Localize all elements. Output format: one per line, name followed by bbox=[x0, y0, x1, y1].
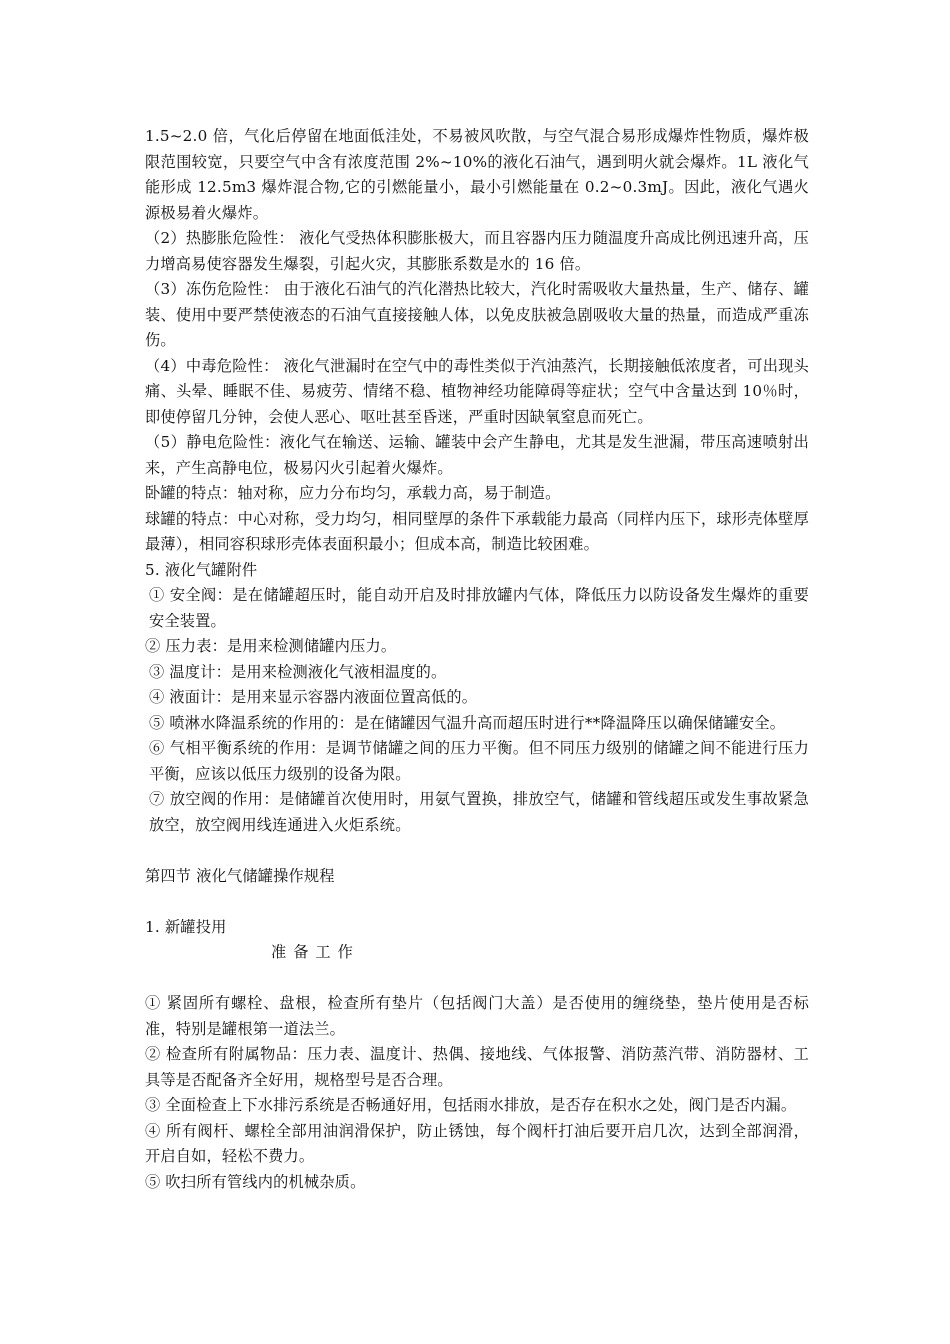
list-item-pressure-gauge: ② 压力表：是用来检测储罐内压力。 bbox=[145, 637, 397, 655]
section-title: 第四节 液化气储罐操作规程 bbox=[145, 866, 335, 885]
spacer bbox=[145, 838, 809, 864]
paragraph-poisoning: （4）中毒危险性： 液化气泄漏时在空气中的毒性类似于汽油蒸汽，长期接触低浓度者，可出现头痛、头晕、睡眠不佳、易疲劳、情绪不稳、植物神经功能障碍等症状；空气中含量达到 10％时，即使停留几分钟，会使人恶心、呕吐甚至昏迷，严重时因缺氧窒息而死亡。 bbox=[145, 356, 809, 426]
preparation-label: 准备工作 bbox=[271, 943, 360, 961]
heading-tank-accessories: 5. 液化气罐附件 bbox=[145, 560, 258, 579]
list-item-level-gauge: ④ 液面计：是用来显示容器内液面位置高低的。 bbox=[149, 688, 478, 706]
paragraph-spherical-tank: 球罐的特点：中心对称，受力均匀，相同壁厚的条件下承载能力最高（同样内压下，球形壳体壁厚最薄），相同容积球形壳体表面积最小；但成本高，制造比较困难。 bbox=[145, 509, 809, 553]
paragraph-thermal-expansion: （2）热膨胀危险性： 液化气受热体积膨胀极大，而且容器内压力随温度升高成比例迅速升高，压力增高易使容器发生爆裂，引起火灾，其膨胀系数是水的 16 倍。 bbox=[145, 229, 809, 273]
list-item-vent-valve: ⑦ 放空阀的作用：是储罐首次使用时，用氨气置换，排放空气，储罐和管线超压或发生事故紧急放空，放空阀用线连通进入火炬系统。 bbox=[149, 790, 809, 834]
paragraph-explosion-danger: 1.5~2.0 倍，气化后停留在地面低洼处，不易被风吹散，与空气混合易形成爆炸性物质，爆炸极限范围较宽，只要空气中含有浓度范围 2%~10%的液化石油气，遇到明火就会爆炸。1L 液化气能形成 12.5m3 爆炸混合物,它的引燃能量小，最小引燃能量在 0.2~0.3mJ。因此，液化气遇火源极易着火爆炸。 bbox=[145, 127, 809, 222]
list-item-sprinkler: ⑤ 喷淋水降温系统的作用的：是在储罐因气温升高而超压时进行**降温降压以确保储罐安全。 bbox=[149, 713, 786, 732]
list-item-thermometer: ③ 温度计：是用来检测液化气液相温度的。 bbox=[149, 662, 447, 681]
spacer bbox=[145, 889, 809, 915]
list-item-check-accessories: ② 检查所有附属物品：压力表、温度计、热偶、接地线、气体报警、消防蒸汽带、消防器材、工具等是否配备齐全好用，规格型号是否合理。 bbox=[145, 1045, 809, 1089]
list-item-check-drainage: ③ 全面检查上下水排污系统是否畅通好用，包括雨水排放，是否存在积水之处，阀门是否内漏。 bbox=[145, 1096, 797, 1114]
paragraph-frostbite: （3）冻伤危险性： 由于液化石油气的汽化潜热比较大，汽化时需吸收大量热量，生产、储存、罐装、使用中要严禁使液态的石油气直接接触人体，以免皮肤被急剧吸收大量的热量，而造成严重冻伤。 bbox=[145, 280, 809, 349]
list-item-tighten-bolts: ① 紧固所有螺栓、盘根，检查所有垫片（包括阀门大盖）是否使用的缠绕垫，垫片使用是否标准，特别是罐根第一道法兰。 bbox=[145, 994, 809, 1038]
paragraph-horizontal-tank: 卧罐的特点：轴对称，应力分布均匀，承载力高，易于制造。 bbox=[145, 484, 561, 502]
spacer bbox=[145, 966, 809, 992]
list-item-lubricate: ④ 所有阀杆、螺栓全部用油润滑保护，防止锈蚀，每个阀杆打油后要开启几次，达到全部润滑，开启自如，轻松不费力。 bbox=[145, 1121, 809, 1165]
document-body bbox=[145, 124, 809, 1195]
list-item-purge-lines: ⑤ 吹扫所有管线内的机械杂质。 bbox=[145, 1172, 366, 1191]
list-item-gas-balance: ⑥ 气相平衡系统的作用：是调节储罐之间的压力平衡。但不同压力级别的储罐之间不能进行压力平衡，应该以低压力级别的设备为限。 bbox=[149, 739, 809, 783]
paragraph-static-electricity: （5）静电危险性：液化气在输送、运输、罐装中会产生静电，尤其是发生泄漏，带压高速喷射出来，产生高静电位，极易闪火引起着火爆炸。 bbox=[145, 433, 809, 477]
subsection-title: 1. 新罐投用 bbox=[145, 917, 227, 936]
list-item-safety-valve: ① 安全阀：是在储罐超压时，能自动开启及时排放罐内气体，降低压力以防设备发生爆炸的重要安全装置。 bbox=[149, 586, 809, 630]
